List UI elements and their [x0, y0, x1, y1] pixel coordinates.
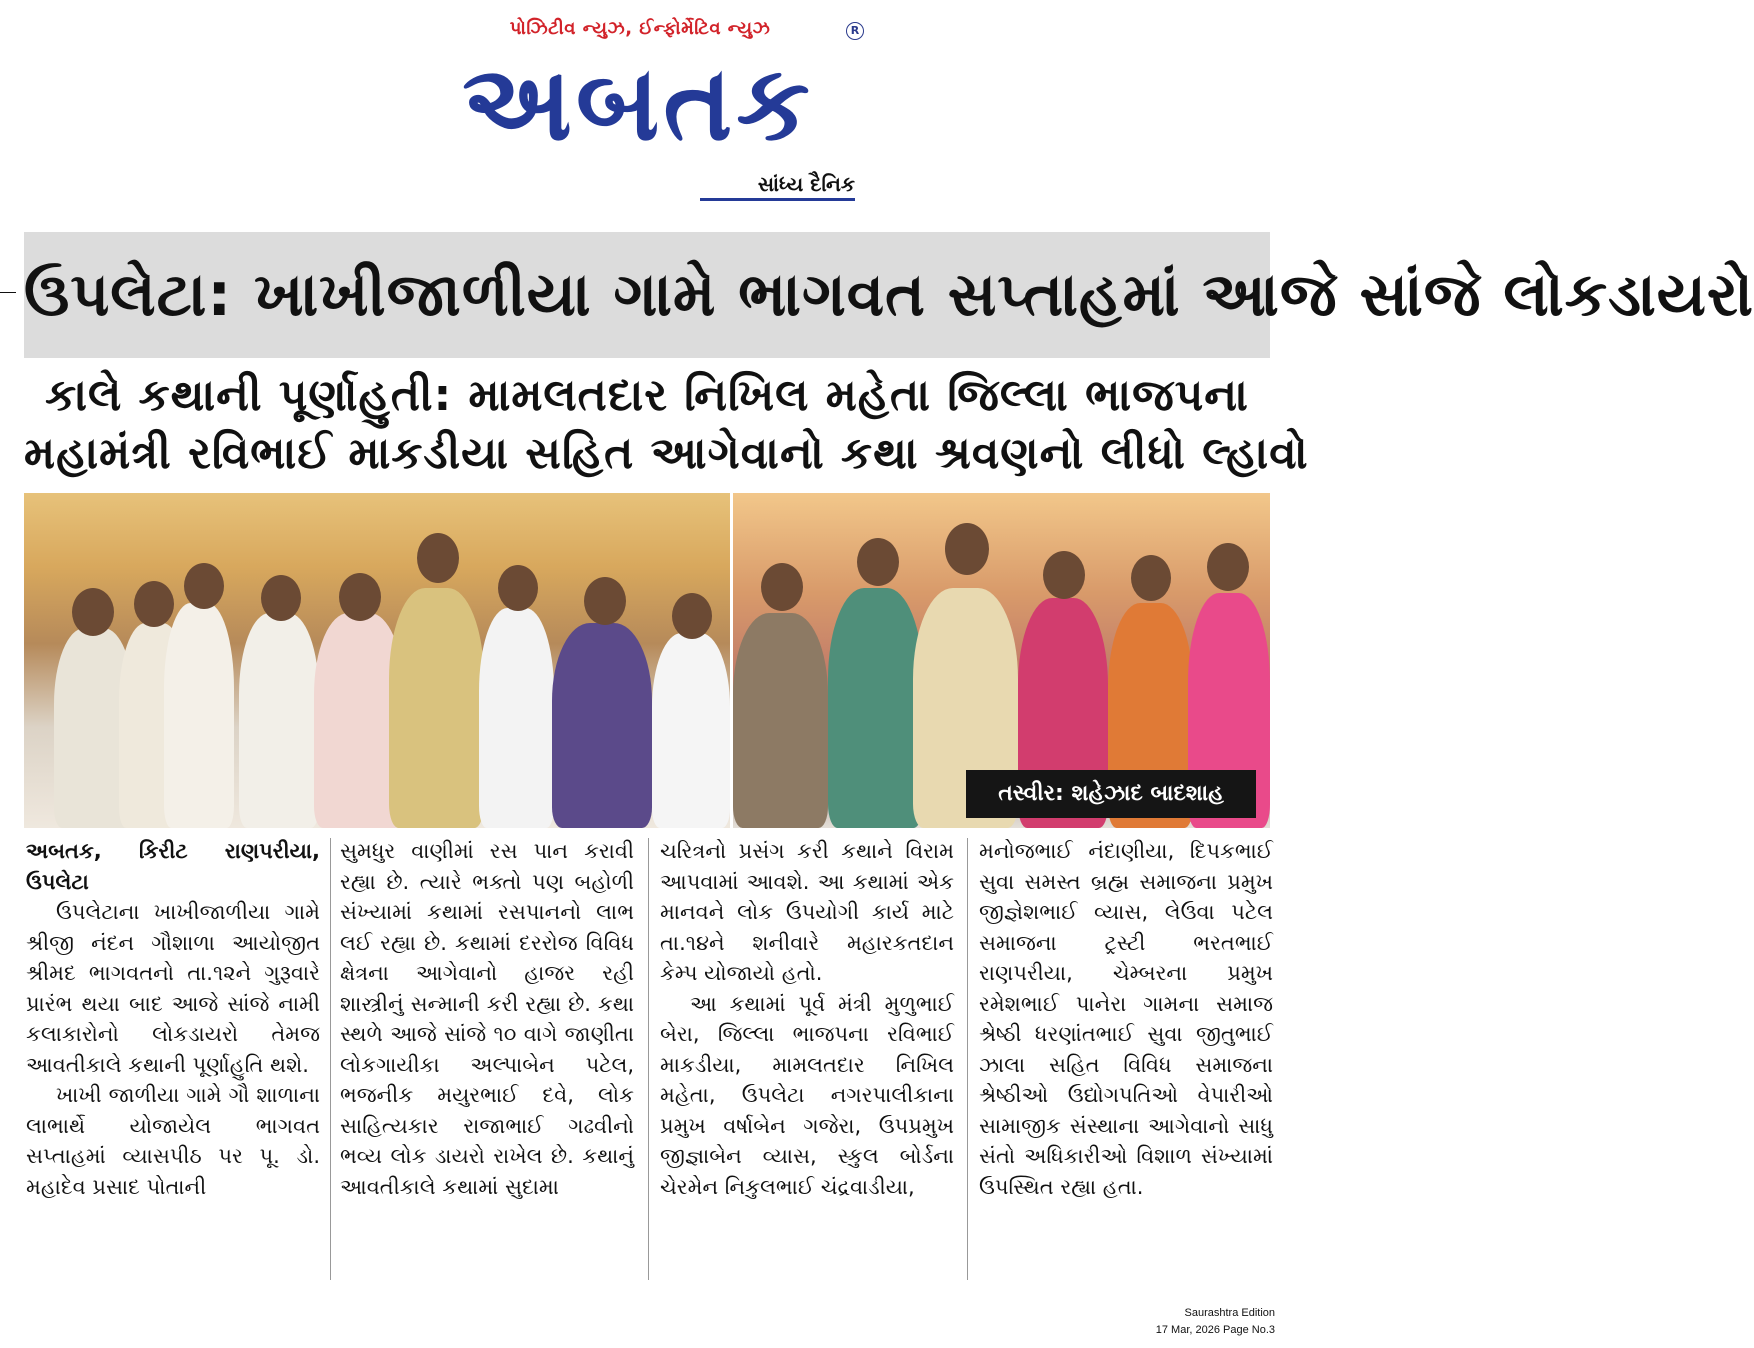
column-divider [967, 838, 968, 1280]
edition-info [1156, 1305, 1275, 1339]
margin-tick [0, 292, 16, 293]
article-byline: અબતક, કિરીટ રાણપરીયા, ઉપલેટા [26, 839, 320, 894]
masthead-tagline: પોઝિટીવ ન્યુઝ, ઈન્ફોર્મેટિવ ન્યુઝ [509, 18, 771, 39]
subheadline-line-1: કાલે કથાની પૂર્ણાહુતી: મામલતદાર નિખિલ મહેતા જિલ્લા ભાજપના [45, 370, 1249, 421]
edition-name: Saurashtra Edition [1184, 1307, 1275, 1319]
photo-credit: તસ્વીર: શહેઝાદ બાદશાહ [966, 770, 1256, 818]
article-paragraph: સુમધુર વાણીમાં રસ પાન કરાવી રહ્યા છે. ત્યારે ભક્તો પણ બહોળી સંખ્યામાં કથામાં રસપાનનો લાભ લઈ રહ્યા છે. કથામાં દરરોજ વિવિધ ક્ષેત્રના આગેવાનો હાજર રહી શાસ્ત્રીનું સન્માની કરી રહ્યા છે. કથા સ્થળે આજે સાંજે ૧૦ વાગે જાણીતા લોકગાયીકા અલ્પાબેન પટેલ, ભજનીક મયુરભાઈ દવે, લોક સાહિત્યકાર રાજાભાઈ ગઢવીનો ભવ્ય લોક ડાયરો રાખેલ છે. કથાનું આવતીકાલે કથામાં સુદામા [340, 839, 634, 1199]
newspaper-logo: અબતક [462, 42, 814, 164]
subheadline-line-2: મહામંત્રી રવિભાઈ માકડીયા સહિત આગેવાનો કથા શ્રવણનો લીધો લ્હાવો [24, 428, 1309, 479]
column-divider [648, 838, 649, 1280]
article-column-2 [340, 836, 634, 1202]
article-column-3 [660, 836, 954, 1202]
article-paragraph: મનોજભાઈ નંદાણીયા, દિપકભાઈ સુવા સમસ્ત બ્રહ્મ સમાજના પ્રમુખ જીજ્ઞેશભાઈ વ્યાસ, લેઉવા પટેલ સમાજના ટ્રસ્ટી ભરતભાઈ રાણપરીયા, ચેમ્બરના પ્રમુખ રમેશભાઈ પાનેરા ગામના સમાજ શ્રેષ્ઠી ધરણાંતભાઈ સુવા જીતુભાઈ ઝાલા સહિત વિવિધ સમાજના શ્રેષ્ઠીઓ ઉદ્યોગપતિઓ વેપારીઓ સામાજીક સંસ્થાના આગેવાનો સાધુ સંતો અધિકારીઓ વિશાળ સંખ્યામાં ઉપસ્થિત રહ્યા હતા. [979, 839, 1273, 1199]
masthead [0, 0, 1285, 210]
article-paragraph: ચરિત્રનો પ્રસંગ કરી કથાને વિરામ આપવામાં આવશે. આ કથામાં એક માનવને લોક ઉપયોગી કાર્ય માટે તા.૧૪ને શનીવારે મહારકતદાન કેમ્પ યોજાયો હતો. [660, 839, 954, 985]
news-photo-group-left [24, 493, 730, 828]
article-paragraph: ઉપલેટાના ખાખીજાળીયા ગામે શ્રીજી નંદન ગૌશાળા આયોજીત શ્રીમદ ભાગવતનો તા.૧૨ને ગુરૂવારે પ્રારંભ થયા બાદ આજે સાંજે નામી કલાકારોનો લોકડાયરો તેમજ આવતીકાલે કથાની પૂર્ણાહુતિ થશે. [26, 900, 320, 1077]
page-headline: ઉપલેટા: ખાખીજાળીયા ગામે ભાગવત સપ્તાહમાં આજે સાંજે લોકડાયરો [24, 260, 1754, 330]
column-divider [330, 838, 331, 1280]
masthead-subtitle: સાંધ્ય દૈનિક [700, 172, 855, 201]
article-paragraph: ખાખી જાળીયા ગામે ગૌ શાળાના લાભાર્થે યોજાયેલ ભાગવત સપ્તાહમાં વ્યાસપીઠ પર પૂ. ડો. મહાદેવ પ્રસાદ પોતાની [26, 1083, 320, 1199]
article-paragraph: આ કથામાં પૂર્વ મંત્રી મુળુભાઈ બેરા, જિલ્લા ભાજપના રવિભાઈ માકડીયા, મામલતદાર નિખિલ મહેતા, ઉપલેટા નગરપાલીકાના પ્રમુખ વર્ષાબેન ગજેરા, ઉપપ્રમુખ જીજ્ઞાબેન વ્યાસ, સ્કુલ બોર્ડના ચેરમેન નિકુલભાઈ ચંદ્રવાડીયા, [660, 991, 954, 1199]
edition-date-page: 17 Mar, 2026 Page No.3 [1155, 1324, 1275, 1336]
registered-mark-icon: R [846, 22, 864, 40]
article-column-1 [26, 836, 320, 1202]
article-column-4 [979, 836, 1273, 1202]
